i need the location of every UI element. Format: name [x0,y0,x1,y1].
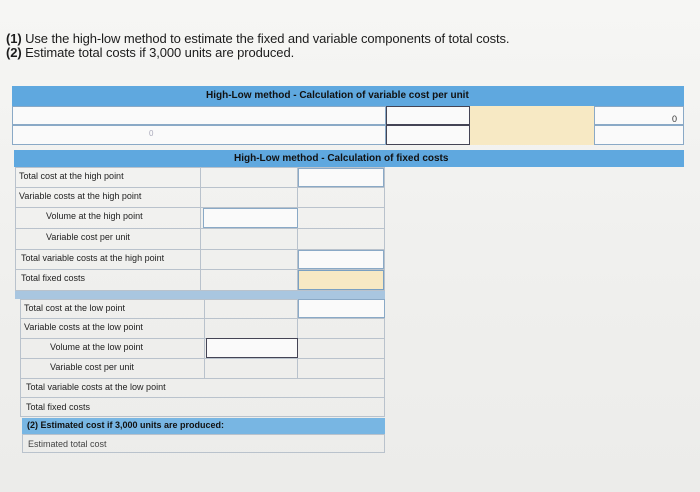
estimated-total-cost-label: Estimated total cost [28,439,107,449]
high-total-fixed-result [298,270,384,290]
variable-numerator-amount[interactable] [386,106,470,125]
dropdown-placeholder: 0 [149,129,154,138]
estimate-header [22,418,385,434]
variable-denominator-amount[interactable] [386,125,470,145]
high-variable-cost-per-unit-label: Variable cost per unit [46,232,130,242]
estimate-header-text: (2) Estimated cost if 3,000 units are produced: [27,420,225,430]
estimate-row [22,434,385,453]
fixed-cost-header [14,150,684,167]
section-separator [15,291,385,299]
variable-cost-header [12,86,684,106]
low-total-fixed-costs-label: Total fixed costs [26,402,91,412]
variable-cost-header-text: High-Low method - Calculation of variable cost per unit [206,90,469,101]
low-variable-cost-per-unit-label: Variable cost per unit [50,362,134,372]
fixed-cost-header-text: High-Low method - Calculation of fixed costs [234,153,449,164]
low-variable-costs-label: Variable costs at the low point [24,322,143,332]
low-volume-input[interactable] [206,338,298,358]
high-total-variable-costs-label: Total variable costs at the high point [21,253,165,263]
low-total-variable-costs-label: Total variable costs at the low point [26,382,166,392]
variable-result-cell-top [470,106,594,125]
instruction-line-2: (2) Estimate total costs if 3,000 units are produced. [6,45,295,60]
variable-extra-cell-top[interactable] [594,106,684,125]
variable-numerator-input[interactable] [12,106,386,125]
variable-denominator-select[interactable] [12,125,386,145]
low-total-cost-input[interactable] [298,299,385,318]
variable-extra-cell-bottom[interactable] [594,125,684,145]
high-total-cost-label: Total cost at the high point [19,171,124,181]
low-total-cost-label: Total cost at the low point [24,303,126,313]
low-volume-label: Volume at the low point [50,342,144,352]
instruction-line-1: (1) Use the high-low method to estimate the fixed and variable components of total costs. [6,31,510,46]
high-volume-input[interactable] [203,208,298,228]
high-total-cost-input[interactable] [298,168,384,187]
high-total-fixed-costs-label: Total fixed costs [21,273,86,283]
high-volume-label: Volume at the high point [46,211,143,221]
high-variable-costs-label: Variable costs at the high point [19,191,142,201]
high-total-variable-input[interactable] [298,250,384,269]
variable-cost-per-unit-value: 0 [672,114,678,124]
variable-result-cell-bottom [470,125,594,145]
